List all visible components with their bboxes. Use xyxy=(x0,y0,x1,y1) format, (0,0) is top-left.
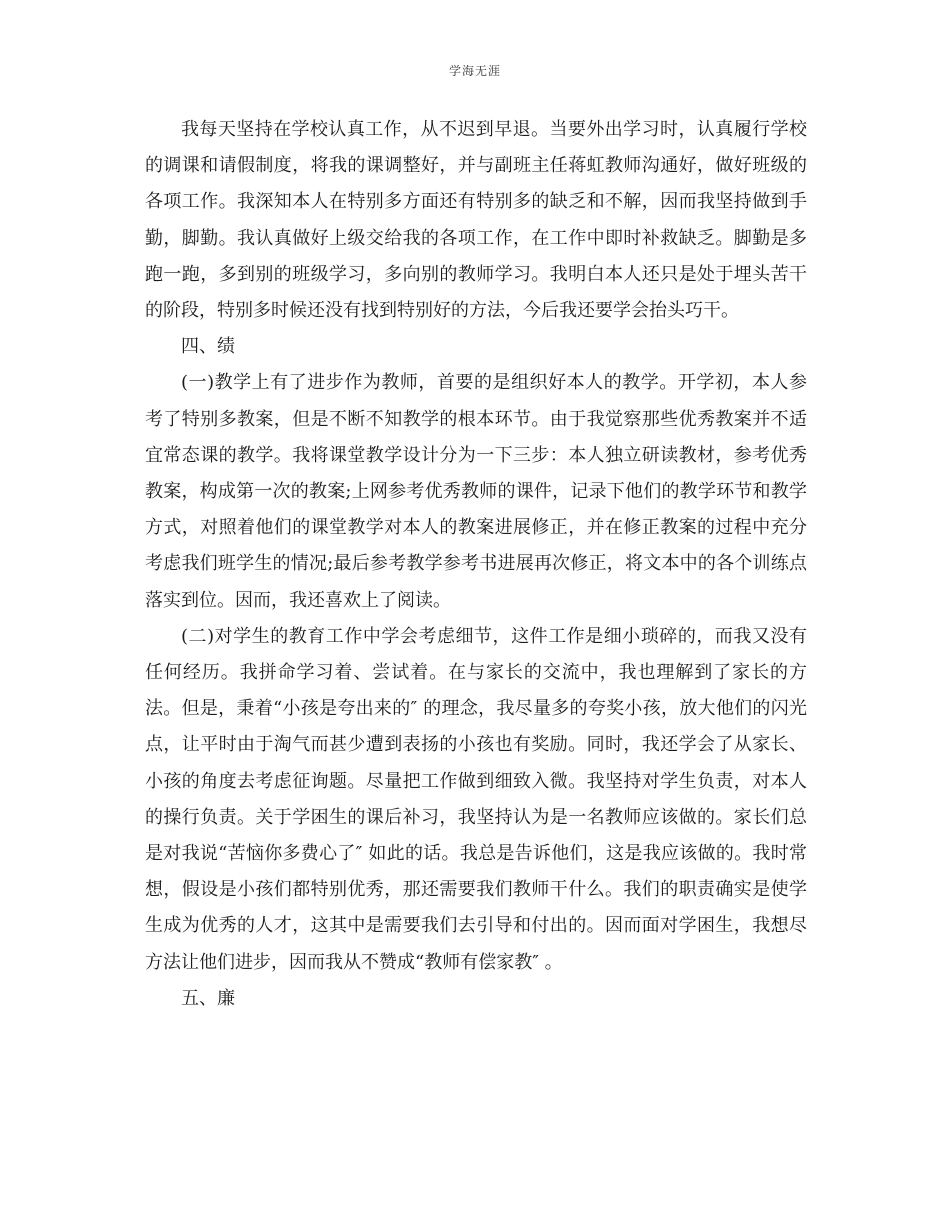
paragraph-attendance: 我每天坚持在学校认真工作，从不迟到早退。当要外出学习时，认真履行学校的调课和请假制度，将我的课调整好，并与副班主任蒋虹教师沟通好，做好班级的各项工作。我深知本人在特别多方面还有特别多的缺乏和不解，因而我坚持做到手勤，脚勤。我认真做好上级交给我的各项工作，在工作中即时补救缺乏。脚勤是多跑一跑，多到别的班级学习，多向别的教师学习。我明白本人还只是处于埋头苦干的阶段，特别多时候还没有找到特别好的方法，今后我还要学会抬头巧干。 xyxy=(145,119,807,322)
paragraph-student-education: (二)对学生的教育工作中学会考虑细节，这件工作是细小琐碎的，而我又没有任何经历。我拼命学习着、尝试着。在与家长的交流中，我也理解到了家长的方法。但是，秉着“小孩是夸出来的″ 的理念，我尽量多的夸奖小孩，放大他们的闪光点，让平时由于淘气而甚少遭到表扬的小孩也有奖励。同时，我还学会了从家长、小孩的角度去考虑征询题。尽量把工作做到细致入微。我坚持对学生负责，对本人的操行负责。关于学困生的课后补习，我坚持认为是一名教师应该做的。家长们总是对我说“苦恼你多费心了″ 如此的话。我总是告诉他们，这是我应该做的。我时常想，假设是小孩们都特别优秀，那还需要我们教师干什么。我们的职责确实是使学生成为优秀的人才，这其中是需要我们去引导和付出的。因而面对学困生，我想尽方法让他们进步，因而我从不赞成“教师有偿家教″ 。 xyxy=(145,625,807,973)
page-header: 学海无涯 xyxy=(448,64,501,78)
paragraph-teaching-progress: (一)教学上有了进步作为教师，首要的是组织好本人的教学。开学初，本人参考了特别多教案，但是不断不知教学的根本环节。由于我觉察那些优秀教案并不适宜常态课的教学。我将课堂教学设计分为一下三步：本人独立研读教材，参考优秀教案，构成第一次的教案;上网参考优秀教师的课件，记录下他们的教学环节和教学方式，对照着他们的课堂教学对本人的教案进展修正，并在修正教案的过程中充分考虑我们班学生的情况;最后参考教学参考书进展再次修正，将文本中的各个训练点落实到位。因而，我还喜欢上了阅读。 xyxy=(145,372,807,611)
section-heading-integrity: 五、廉 xyxy=(181,987,235,1009)
section-heading-achievements: 四、绩 xyxy=(181,336,235,358)
document-body xyxy=(145,112,807,1017)
